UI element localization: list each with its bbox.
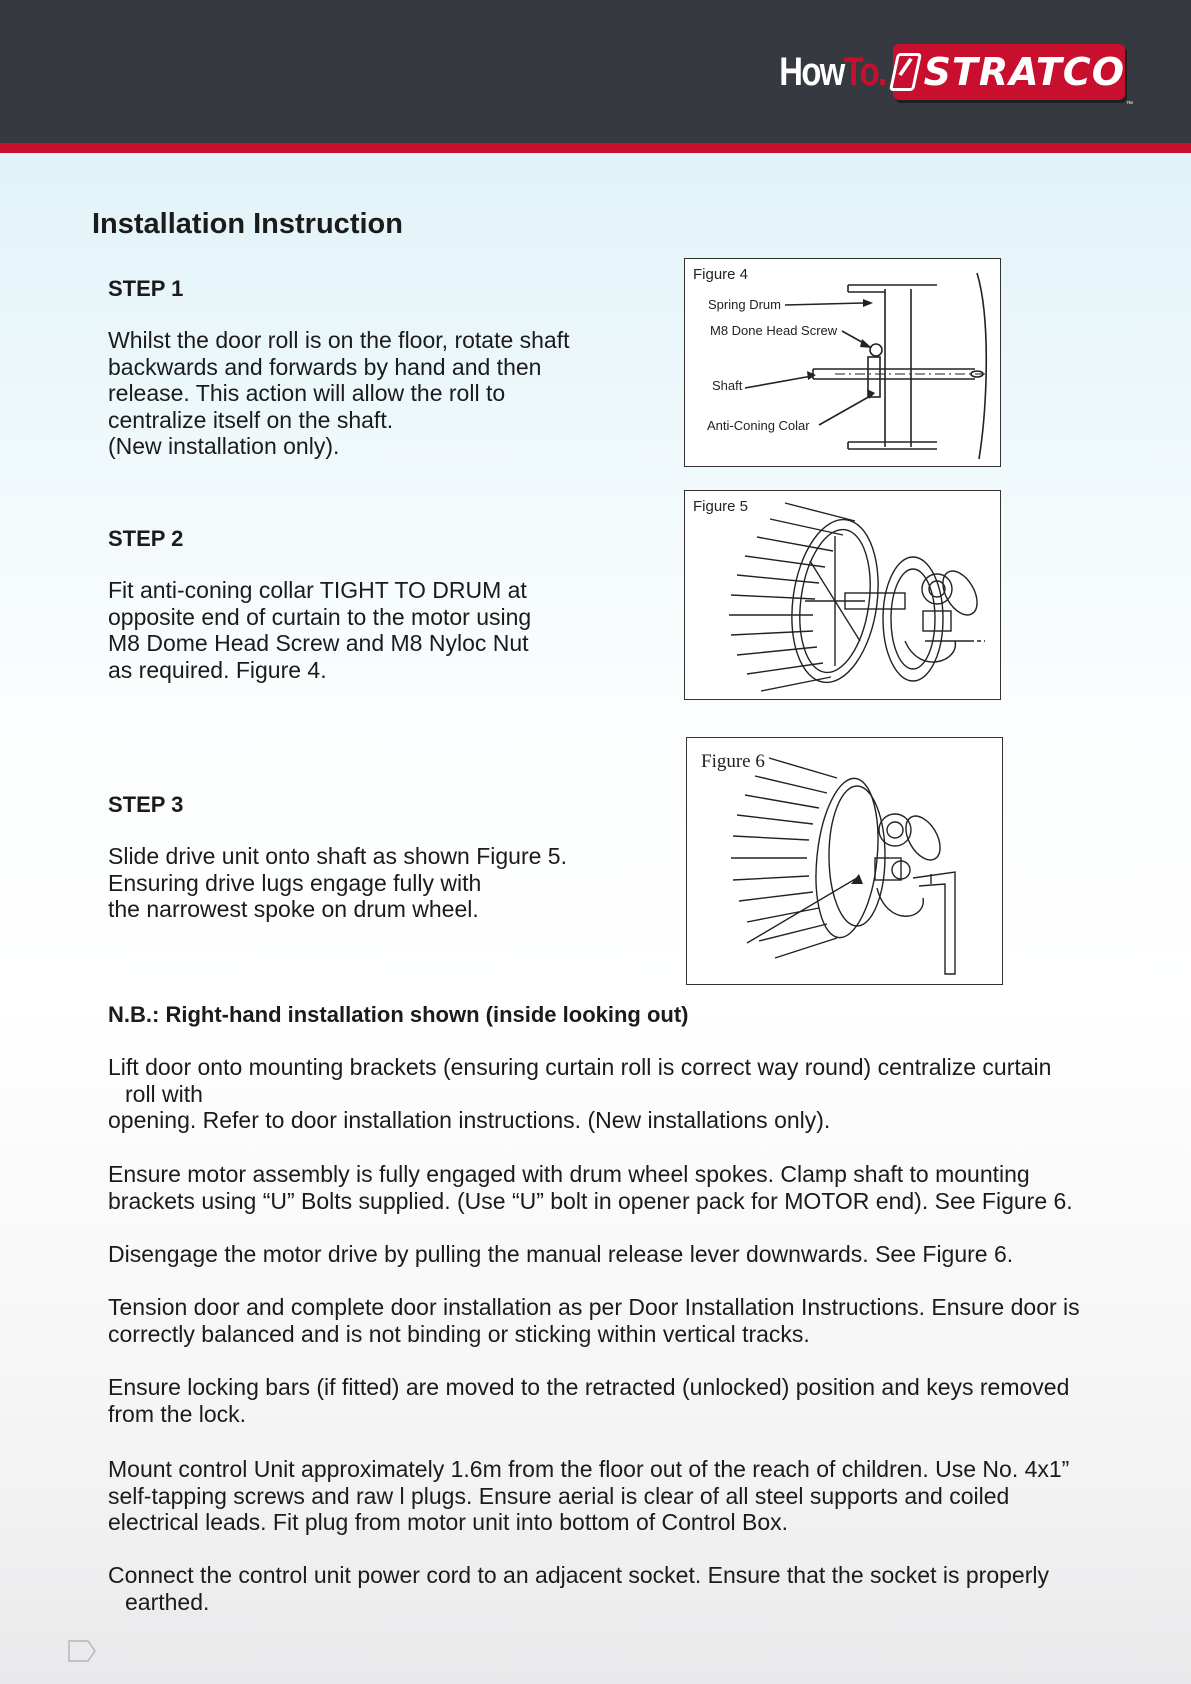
trademark-symbol: ™ <box>1126 101 1133 108</box>
howto-how: How <box>778 49 844 94</box>
step-1-body <box>108 327 570 460</box>
instruction-paragraph <box>108 1374 1108 1427</box>
howto-wordmark <box>779 50 885 95</box>
figure-6-drawing <box>731 758 955 974</box>
stratco-logo-mark-icon <box>889 53 922 91</box>
figure-5 <box>684 490 1001 700</box>
paragraph-line: Mount control Unit approximately 1.6m from the floor out of the reach of children. Use No. 4x1” <box>108 1456 1070 1482</box>
paragraph-line: from the lock. <box>108 1400 247 1427</box>
step-1 <box>108 276 570 460</box>
step-2-line: M8 Dome Head Screw and M8 Nyloc Nut <box>108 630 529 656</box>
paragraph-line: brackets using “U” Bolts supplied. (Use “U” bolt in opener pack for MOTOR end). See Figure 6. <box>108 1187 1073 1214</box>
figure-4 <box>684 258 1001 467</box>
figure-4-caption: Figure 4 <box>693 266 749 283</box>
step-2-heading: STEP 2 <box>108 526 184 551</box>
figure-5-diagram <box>685 491 1000 699</box>
step-1-line: release. This action will allow the roll to <box>108 380 506 406</box>
paragraph-line: earthed. <box>125 1588 210 1615</box>
figure-6-caption: Figure 6 <box>701 751 765 772</box>
step-3-body <box>108 843 567 923</box>
page-tab-icon <box>68 1640 96 1662</box>
figure-4-arrowheads <box>807 299 875 399</box>
paragraph-line: Ensure locking bars (if fitted) are moved to the retracted (unlocked) position and keys removed <box>108 1374 1070 1400</box>
step-2-body <box>108 577 531 683</box>
stratco-logo <box>893 44 1133 108</box>
step-2-line: Fit anti-coning collar TIGHT TO DRUM at <box>108 577 527 603</box>
paragraph-line: correctly balanced and is not binding or sticking within vertical tracks. <box>108 1320 810 1347</box>
step-1-line: backwards and forwards by hand and then <box>108 353 542 380</box>
paragraph-line: opening. Refer to door installation instructions. (New installations only). <box>108 1107 831 1133</box>
step-3-heading: STEP 3 <box>108 792 184 817</box>
paragraph-line: roll with <box>125 1080 203 1107</box>
paragraph-line: Connect the control unit power cord to an adjacent socket. Ensure that the socket is properly <box>108 1562 1049 1588</box>
step-1-heading: STEP 1 <box>108 276 184 301</box>
label-shaft: Shaft <box>712 378 743 393</box>
instruction-paragraph <box>108 1161 1108 1214</box>
step-3 <box>108 792 567 923</box>
paragraph-line: Tension door and complete door installation as per Door Installation Instructions. Ensure door is <box>108 1294 1080 1320</box>
label-anti-coning-colar: Anti-Coning Colar <box>707 418 810 433</box>
figure-5-drawing <box>729 503 985 691</box>
instruction-paragraph <box>108 1241 1108 1268</box>
step-3-line: the narrowest spoke on drum wheel. <box>108 896 479 922</box>
step-1-line: centralize itself on the shaft. <box>108 406 394 433</box>
step-2-line: as required. Figure 4. <box>108 656 327 683</box>
step-1-line: Whilst the door roll is on the floor, rotate shaft <box>108 327 570 353</box>
step-2 <box>108 526 531 683</box>
label-dome-head-screw: M8 Done Head Screw <box>710 323 838 338</box>
paragraph-line: electrical leads. Fit plug from motor unit into bottom of Control Box. <box>108 1509 789 1535</box>
step-1-line: (New installation only). <box>108 433 340 459</box>
step-3-line: Ensuring drive lugs engage fully with <box>108 869 482 896</box>
paragraph-line: self-tapping screws and raw l plugs. Ensure aerial is clear of all steel supports and coiled <box>108 1482 1010 1509</box>
figure-5-caption: Figure 5 <box>693 498 749 515</box>
brand <box>756 42 1133 108</box>
paragraph-line: Ensure motor assembly is fully engaged with drum wheel spokes. Clamp shaft to mounting <box>108 1161 1030 1187</box>
step-2-line: opposite end of curtain to the motor using <box>108 603 532 630</box>
nb-note: N.B.: Right-hand installation shown (inside looking out) <box>108 1002 689 1027</box>
paragraph-line: Disengage the motor drive by pulling the manual release lever downwards. See Figure 6. <box>108 1241 1014 1267</box>
instruction-paragraph <box>108 1456 1108 1536</box>
instruction-paragraph <box>108 1054 1108 1134</box>
figure-6-arrowhead <box>851 874 863 884</box>
figure-6 <box>686 737 1003 985</box>
stratco-logo-text: STRATCO <box>923 50 1125 94</box>
instruction-paragraph <box>108 1562 1108 1615</box>
page-header <box>0 0 1191 143</box>
figure-6-diagram <box>687 738 1002 984</box>
step-3-line: Slide drive unit onto shaft as shown Figure 5. <box>108 843 567 869</box>
figure-4-diagram <box>685 259 1000 466</box>
howto-to: To. <box>843 49 885 94</box>
instruction-paragraph <box>108 1294 1108 1347</box>
label-spring-drum: Spring Drum <box>708 297 781 312</box>
paragraph-line: Lift door onto mounting brackets (ensuring curtain roll is correct way round) centralize curtain <box>108 1054 1052 1080</box>
header-stripe <box>0 143 1191 153</box>
page-title: Installation Instruction <box>92 208 403 240</box>
